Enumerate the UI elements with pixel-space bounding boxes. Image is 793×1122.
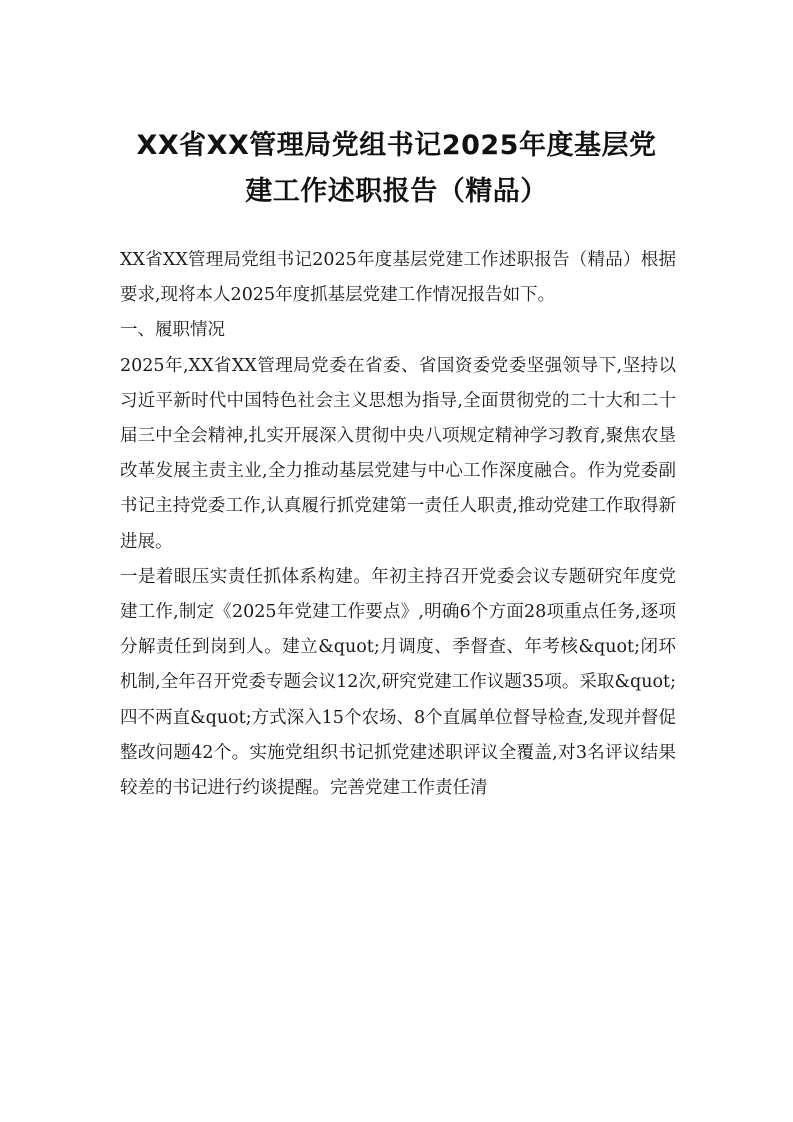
section-heading: 一、履职情况 — [120, 320, 225, 341]
document-title-line-2: 建工作述职报告（精品） — [245, 176, 548, 207]
intro-paragraph: XX省XX管理局党组书记2025年度基层党建工作述职报告（精品）根据要求,现将本人2025年度抓基层党建工作情况报告如下。 — [120, 250, 676, 306]
body-paragraph: 一是着眼压实责任抓体系构建。年初主持召开党委会议专题研究年度党建工作,制定《2025年党建工作要点》,明确6个方面28项重点任务,逐项分解责任到岗到人。建立&quot;月调度、季督查、年考核&quot;闭环机制,全年召开党委专题会议12次,研究党建工作议题35项。采取&quot;四不两直&quot;方式深入15个农场、8个直属单位督导检查,发现并督促整改问题42个。实施党组织书记抓党建述职评议全覆盖,对3名评议结果较差的书记进行约谈提醒。完善党建工作责任清 — [120, 566, 676, 799]
document-title-line-1: XX省XX管理局党组书记2025年度基层党 — [136, 130, 657, 161]
body-paragraph: 2025年,XX省XX管理局党委在省委、省国资委党委坚强领导下,坚持以习近平新时代中国特色社会主义思想为指导,全面贯彻党的二十大和二十届三中全会精神,扎实开展深入贯彻中央八项规定精神学习教育,聚焦农垦改革发展主责主业,全力推动基层党建与中心工作深度融合。作为党委副书记主持党委工作,认真履行抓党建第一责任人职责,推动党建工作取得新进展。 — [120, 355, 676, 552]
document-body — [120, 243, 676, 806]
